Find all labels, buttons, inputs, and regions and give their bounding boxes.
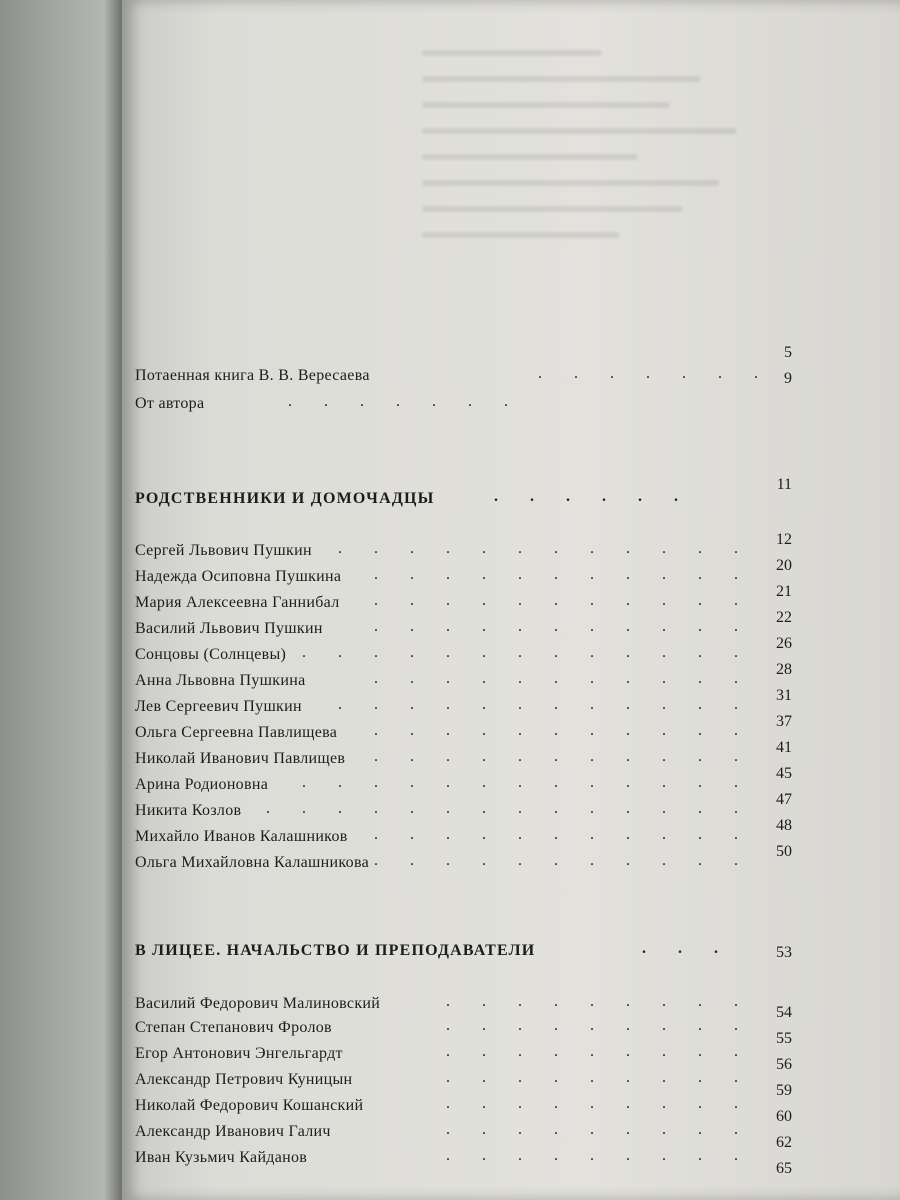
entry-title: Арина Родионовна xyxy=(135,776,269,793)
toc-entry xyxy=(135,776,792,800)
entry-title: Мария Алексеевна Ганнибал xyxy=(135,594,340,611)
toc-entry xyxy=(135,367,792,391)
page-number: 5 xyxy=(784,344,792,361)
left-page-edge xyxy=(0,0,122,1200)
leader-dots: . . . . . . . . . . . xyxy=(374,618,752,635)
page-number: 37 xyxy=(776,713,792,730)
entry-title: Степан Степанович Фролов xyxy=(135,1019,332,1036)
leader-dots: . . . . . . . . . . . xyxy=(374,722,752,739)
entry-title: Николай Федорович Кошанский xyxy=(135,1097,364,1114)
page-number: 56 xyxy=(776,1056,792,1073)
entry-title: Егор Антонович Энгельгардт xyxy=(135,1045,343,1062)
page-number: 54 xyxy=(776,1004,792,1021)
leader-dots: . . . . . . . . . xyxy=(446,1147,752,1164)
toc-entry xyxy=(135,698,792,722)
leader-dots: . . . . . . . xyxy=(538,365,772,382)
section-heading xyxy=(135,942,792,966)
toc-entry xyxy=(135,1019,792,1043)
show-through-text xyxy=(422,30,872,280)
page-number: 55 xyxy=(776,1030,792,1047)
toc-entry xyxy=(135,542,792,566)
entry-title: Василий Федорович Малиновский xyxy=(135,995,381,1012)
toc-entry xyxy=(135,802,792,826)
page-number: 47 xyxy=(776,791,792,808)
entry-title: Анна Львовна Пушкина xyxy=(135,672,306,689)
leader-dots: . . . . . . . xyxy=(288,393,522,410)
toc-entry xyxy=(135,620,792,644)
toc-entry xyxy=(135,750,792,774)
leader-dots: . . . . . . . . . xyxy=(446,1069,752,1086)
entry-title: От автора xyxy=(135,395,205,412)
page-number: 31 xyxy=(776,687,792,704)
leader-dots: . . . . . . . . . xyxy=(446,993,752,1010)
toc-entry xyxy=(135,568,792,592)
toc-entry xyxy=(135,724,792,748)
leader-dots: . . . . . . . . . . . xyxy=(374,670,752,687)
entry-title: Ольга Михайловна Калашникова xyxy=(135,854,369,871)
entry-title: Лев Сергеевич Пушкин xyxy=(135,698,302,715)
leader-dots: . . . . . . . . . xyxy=(446,1017,752,1034)
section-title: РОДСТВЕННИКИ И ДОМОЧАДЦЫ xyxy=(135,490,435,507)
leader-dots: . . . . . . . . . . . xyxy=(374,566,752,583)
leader-dots: . . . . . . . . . . . xyxy=(374,852,752,869)
toc-entry xyxy=(135,828,792,852)
page-number: 12 xyxy=(776,531,792,548)
leader-dots: . . . . . . xyxy=(494,488,692,505)
toc-entry xyxy=(135,395,792,419)
leader-dots: . . . . . . . . . xyxy=(446,1095,752,1112)
page-number: 28 xyxy=(776,661,792,678)
leader-dots: . . . . . . . . . . . . . xyxy=(302,774,752,791)
leader-dots: . . . . . . . . . xyxy=(446,1121,752,1138)
page-number: 62 xyxy=(776,1134,792,1151)
leader-dots: . . . . . . . . . . . . xyxy=(338,696,752,713)
toc-entry xyxy=(135,594,792,618)
toc-entry xyxy=(135,1045,792,1069)
leader-dots: . . . xyxy=(642,940,732,957)
entry-title: Александр Петрович Куницын xyxy=(135,1071,353,1088)
toc-entry xyxy=(135,672,792,696)
toc-entry xyxy=(135,1097,792,1121)
entry-title: Сонцовы (Солнцевы) xyxy=(135,646,287,663)
toc-entry xyxy=(135,995,792,1019)
entry-title: Потаенная книга В. В. Вересаева xyxy=(135,367,370,384)
leader-dots: . . . . . . . . . . . xyxy=(374,826,752,843)
leader-dots: . . . . . . . . . . . xyxy=(374,592,752,609)
toc-entry xyxy=(135,1123,792,1147)
entry-title: Ольга Сергеевна Павлищева xyxy=(135,724,338,741)
page-number: 59 xyxy=(776,1082,792,1099)
page-number: 11 xyxy=(776,476,792,493)
page-number: 41 xyxy=(776,739,792,756)
section-title: В ЛИЦЕЕ. НАЧАЛЬСТВО И ПРЕПОДАВАТЕЛИ xyxy=(135,942,536,959)
page-number: 26 xyxy=(776,635,792,652)
entry-title: Александр Иванович Галич xyxy=(135,1123,331,1140)
page-number: 53 xyxy=(776,944,792,961)
leader-dots: . . . . . . . . . xyxy=(446,1043,752,1060)
entry-title: Николай Иванович Павлищев xyxy=(135,750,346,767)
toc-entry xyxy=(135,1149,792,1173)
page-number: 50 xyxy=(776,843,792,860)
page-number: 9 xyxy=(784,370,792,387)
toc-entry xyxy=(135,854,792,878)
entry-title: Надежда Осиповна Пушкина xyxy=(135,568,342,585)
page-number: 60 xyxy=(776,1108,792,1125)
leader-dots: . . . . . . . . . . . . . . xyxy=(266,800,752,817)
entry-title: Никита Козлов xyxy=(135,802,242,819)
leader-dots: . . . . . . . . . . . . xyxy=(338,540,752,557)
entry-title: Иван Кузьмич Кайданов xyxy=(135,1149,308,1166)
section-heading xyxy=(135,490,792,514)
page-number: 21 xyxy=(776,583,792,600)
leader-dots: . . . . . . . . . . . xyxy=(374,748,752,765)
page-number: 65 xyxy=(776,1160,792,1177)
entry-title: Сергей Львович Пушкин xyxy=(135,542,312,559)
entry-title: Василий Львович Пушкин xyxy=(135,620,323,637)
toc-entry xyxy=(135,646,792,670)
page-number: 48 xyxy=(776,817,792,834)
page-number: 45 xyxy=(776,765,792,782)
page-number: 20 xyxy=(776,557,792,574)
page-number: 22 xyxy=(776,609,792,626)
leader-dots: . . . . . . . . . . . . . xyxy=(302,644,752,661)
toc-entry xyxy=(135,1071,792,1095)
entry-title: Михайло Иванов Калашников xyxy=(135,828,348,845)
